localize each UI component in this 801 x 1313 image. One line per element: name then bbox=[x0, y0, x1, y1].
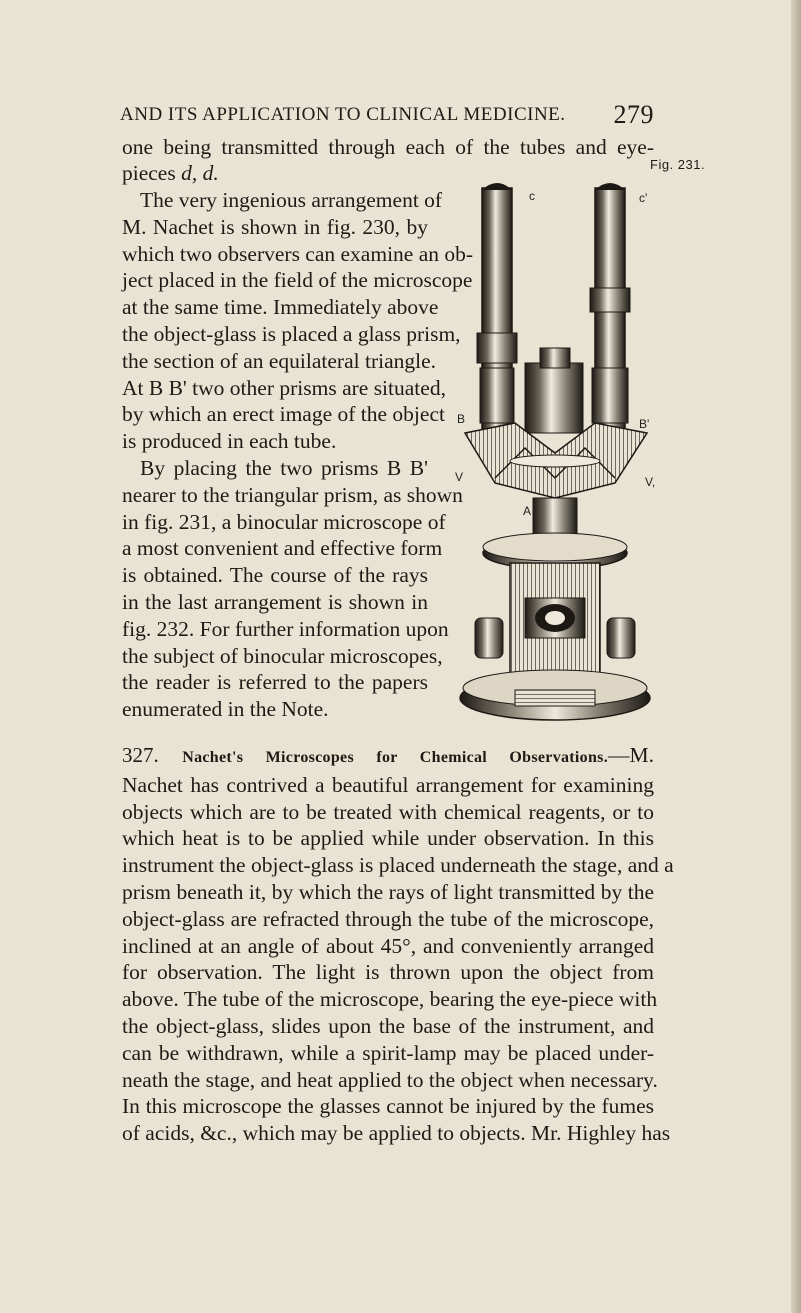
text-line: objects which are to be treated with chemical reagents, or to bbox=[122, 799, 654, 824]
section-heading bbox=[122, 742, 654, 772]
text-line: of acids, &c., which may be applied to objects. Mr. Highley has bbox=[122, 1121, 671, 1146]
text-line: At B B' two other prisms are situated, bbox=[122, 375, 446, 400]
microscope-engraving bbox=[455, 178, 665, 748]
text-line: nearer to the triangular prism, as shown bbox=[122, 482, 463, 507]
section-heading-tail: —M. bbox=[608, 743, 655, 767]
text-line: Nachet has contrived a beautiful arrangement for examining bbox=[122, 772, 654, 797]
text-line: the object-glass is placed a glass prism, bbox=[122, 321, 461, 346]
section-327 bbox=[122, 742, 674, 1147]
text-line: instrument the object-glass is placed underneath the stage, and a bbox=[122, 853, 674, 878]
text-line: enumerated in the Note. bbox=[122, 697, 329, 722]
text-line: for observation. The light is thrown upon the object from bbox=[122, 960, 654, 985]
figure-label: Fig. 231. bbox=[650, 157, 706, 172]
text-line: which two observers can examine an ob- bbox=[122, 241, 474, 266]
text-line: can be withdrawn, while a spirit-lamp may be placed under- bbox=[122, 1040, 654, 1065]
text-line: one being transmitted through each of the tubes and eye- bbox=[122, 135, 654, 159]
page-edge bbox=[791, 0, 801, 1313]
text-line: in fig. 231, a binocular microscope of bbox=[122, 509, 446, 534]
text-line: ject placed in the field of the microscope bbox=[122, 268, 473, 293]
text-line: In this microscope the glasses cannot be injured by the fumes bbox=[122, 1094, 654, 1119]
text-line: by which an erect image of the object bbox=[122, 402, 445, 427]
text-line: a most convenient and effective form bbox=[122, 536, 443, 561]
text-run: pieces bbox=[122, 161, 182, 185]
text-line: in the last arrangement is shown in bbox=[122, 589, 428, 614]
fig-label-v-prime: V, bbox=[645, 475, 656, 489]
italic-run: d, d. bbox=[181, 161, 219, 185]
text-line bbox=[122, 160, 322, 187]
text-line: M. Nachet is shown in fig. 230, by bbox=[122, 214, 428, 239]
section-title: Nachet's Microscopes for Chemical Observations. bbox=[182, 749, 609, 766]
text-line: above. The tube of the microscope, bearing the eye-piece with bbox=[122, 987, 658, 1012]
paragraph-nachet-prisms bbox=[122, 187, 474, 723]
text-line: The very ingenious arrangement of bbox=[140, 188, 443, 212]
paragraph-continuation-end bbox=[122, 160, 322, 187]
fig-label-v: V bbox=[455, 470, 464, 484]
text-line: which heat is to be applied while under observation. In this bbox=[122, 826, 654, 851]
text-line: prism beneath it, by which the rays of light transmitted by the bbox=[122, 879, 654, 904]
text-line: inclined at an angle of about 45°, and conveniently arranged bbox=[122, 933, 654, 958]
fig-label-a: A bbox=[523, 504, 532, 518]
paragraph-continuation bbox=[122, 134, 654, 161]
text-line: object-glass are refracted through the tube of the microscope, bbox=[122, 906, 654, 931]
fig-label-c-prime: c' bbox=[639, 191, 648, 205]
text-line: the section of an equilateral triangle. bbox=[122, 348, 437, 373]
text-line: neath the stage, and heat applied to the object when necessary. bbox=[122, 1067, 658, 1092]
text-line: at the same time. Immediately above bbox=[122, 295, 439, 320]
text-line: the object-glass, slides upon the base of the instrument, and bbox=[122, 1013, 654, 1038]
text-line: By placing the two prisms B B' bbox=[140, 455, 428, 480]
running-title: AND ITS APPLICATION TO CLINICAL MEDICINE. bbox=[120, 104, 566, 125]
text-line: the subject of binocular microscopes, bbox=[122, 643, 443, 668]
fig-label-b: B bbox=[457, 412, 466, 426]
section-number: 327. bbox=[122, 743, 159, 767]
figure-231-binocular-microscope bbox=[455, 178, 665, 748]
page-number: 279 bbox=[613, 100, 654, 129]
text-line: fig. 232. For further information upon bbox=[122, 616, 449, 641]
text-line: is obtained. The course of the rays bbox=[122, 563, 428, 588]
text-line: is produced in each tube. bbox=[122, 429, 337, 454]
text-line: the reader is referred to the papers bbox=[122, 670, 428, 695]
fig-label-b-prime: B' bbox=[639, 417, 650, 431]
fig-label-c: c bbox=[529, 189, 535, 203]
